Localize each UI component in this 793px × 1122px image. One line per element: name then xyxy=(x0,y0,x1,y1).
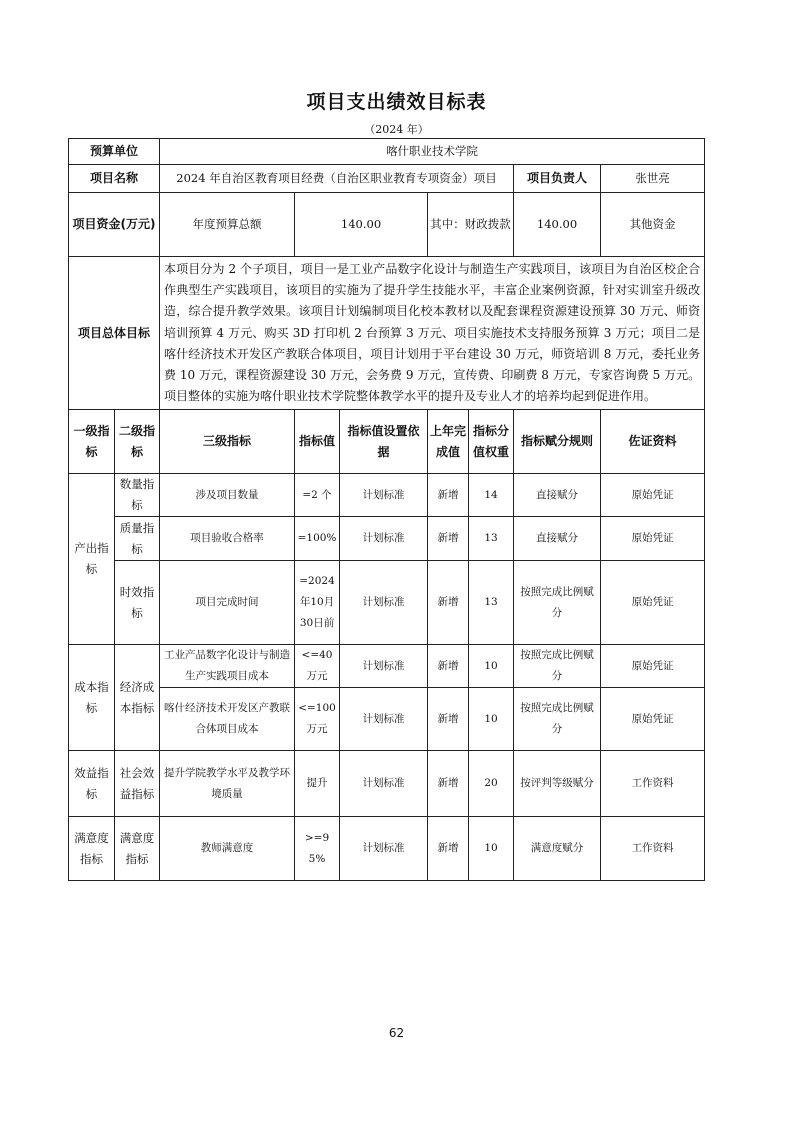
unit-row xyxy=(69,139,705,165)
performance-table xyxy=(68,138,705,881)
header-evidence: 佐证资料 xyxy=(601,410,705,474)
evidence-cell: 工作资料 xyxy=(601,751,705,817)
level2-cell: 经济成本指标 xyxy=(115,645,160,751)
header-weight: 指标分值权重 xyxy=(469,410,514,474)
level3-cell: 项目完成时间 xyxy=(160,561,295,645)
rule-cell: 直接赋分 xyxy=(514,517,601,561)
group-output: 产出指标 xyxy=(69,474,115,645)
rule-cell: 按评判等级赋分 xyxy=(514,751,601,817)
last-year-cell: 新增 xyxy=(428,517,469,561)
basis-cell: 计划标准 xyxy=(340,688,428,751)
level3-cell: 工业产品数字化设计与制造生产实践项目成本 xyxy=(160,645,295,688)
project-name-row xyxy=(69,165,705,193)
project-name-value: 2024 年自治区教育项目经费（自治区职业教育专项资金）项目 xyxy=(160,165,514,193)
last-year-cell: 新增 xyxy=(428,474,469,517)
annual-budget-label: 年度预算总额 xyxy=(160,193,295,257)
table-row xyxy=(69,561,705,645)
goal-label: 项目总体目标 xyxy=(69,257,160,410)
weight-cell: 13 xyxy=(469,517,514,561)
evidence-cell: 原始凭证 xyxy=(601,561,705,645)
evidence-cell: 原始凭证 xyxy=(601,688,705,751)
basis-cell: 计划标准 xyxy=(340,645,428,688)
table-row xyxy=(69,751,705,817)
level3-cell: 喀什经济技术开发区产教联合体项目成本 xyxy=(160,688,295,751)
basis-cell: 计划标准 xyxy=(340,474,428,517)
project-leader-label: 项目负责人 xyxy=(514,165,601,193)
header-value: 指标值 xyxy=(295,410,340,474)
unit-label: 预算单位 xyxy=(69,139,160,165)
header-last-year: 上年完成值 xyxy=(428,410,469,474)
project-name-label: 项目名称 xyxy=(69,165,160,193)
evidence-cell: 原始凭证 xyxy=(601,474,705,517)
weight-cell: 10 xyxy=(469,688,514,751)
value-cell: =2024年10月30日前 xyxy=(295,561,340,645)
unit-value: 喀什职业技术学院 xyxy=(160,139,705,165)
level2-cell: 社会效益指标 xyxy=(115,751,160,817)
level2-cell: 数量指标 xyxy=(115,474,160,517)
value-cell: <=100万元 xyxy=(295,688,340,751)
last-year-cell: 新增 xyxy=(428,645,469,688)
weight-cell: 13 xyxy=(469,561,514,645)
value-cell: 提升 xyxy=(295,751,340,817)
other-funds-label: 其他资金 xyxy=(629,217,676,231)
level3-cell: 提升学院教学水平及教学环境质量 xyxy=(160,751,295,817)
goal-text: 本项目分为 2 个子项目，项目一是工业产品数字化设计与制造生产实践项目，该项目为自治区校企合作典型生产实践项目，该项目的实施为了提升学生技能水平，丰富企业案例资源，针对实训室升级改造，综合提升教学效果。该项目计划编制项目化校本教材以及配套课程资源建设预算 30 万元、师资培训预算 4 万元、购买 3D 打印机 2 台预算 3 万元、项目实施技术支持服务预算 3 万元；项目二是喀什经济技术开发区产教联合体项目，项目计划用于平台建设 30 万元，师资培训 8 万元，委托业务费 10 万元，课程资源建设 30 万元，会务费 9 万元，宣传费、印刷费 8 万元，专家咨询费 5 万元。项目整体的实施为喀什职业技术学院整体教学水平的提升及专业人才的培养均起到促进作用。 xyxy=(160,257,705,410)
basis-cell: 计划标准 xyxy=(340,517,428,561)
header-rule: 指标赋分规则 xyxy=(514,410,601,474)
page-number: 62 xyxy=(388,1026,405,1040)
level2-cell: 满意度指标 xyxy=(115,817,160,881)
table-row xyxy=(69,645,705,688)
weight-cell: 14 xyxy=(469,474,514,517)
group-cost: 成本指标 xyxy=(69,645,115,751)
annual-budget-value: 140.00 xyxy=(295,193,428,257)
goal-row xyxy=(69,257,705,410)
fiscal-allocation-label: 其中：财政拨款 xyxy=(428,193,514,257)
project-leader-value: 张世亮 xyxy=(601,165,705,193)
level2-cell: 时效指标 xyxy=(115,561,160,645)
header-level1: 一级指标 xyxy=(69,410,115,474)
funds-row xyxy=(69,193,705,257)
table-row xyxy=(69,817,705,881)
basis-cell: 计划标准 xyxy=(340,751,428,817)
last-year-cell: 新增 xyxy=(428,751,469,817)
value-cell: =100% xyxy=(295,517,340,561)
table-row xyxy=(69,517,705,561)
header-level2: 二级指标 xyxy=(115,410,160,474)
header-basis: 指标值设置依据 xyxy=(340,410,428,474)
weight-cell: 20 xyxy=(469,751,514,817)
basis-cell: 计划标准 xyxy=(340,561,428,645)
rule-cell: 按照完成比例赋分 xyxy=(514,688,601,751)
year-label: （2024 年） xyxy=(364,123,429,136)
last-year-cell: 新增 xyxy=(428,688,469,751)
value-cell: <=40万元 xyxy=(295,645,340,688)
page-title: 项目支出绩效目标表 xyxy=(306,91,487,113)
table-row xyxy=(69,688,705,751)
rule-cell: 直接赋分 xyxy=(514,474,601,517)
weight-cell: 10 xyxy=(469,645,514,688)
table-row xyxy=(69,474,705,517)
rule-cell: 满意度赋分 xyxy=(514,817,601,881)
value-cell: >=95% xyxy=(295,817,340,881)
header-level3: 三级指标 xyxy=(160,410,295,474)
last-year-cell: 新增 xyxy=(428,817,469,881)
weight-cell: 10 xyxy=(469,817,514,881)
last-year-cell: 新增 xyxy=(428,561,469,645)
evidence-cell: 原始凭证 xyxy=(601,517,705,561)
level2-cell: 质量指标 xyxy=(115,517,160,561)
group-benefit: 效益指标 xyxy=(69,751,115,817)
fiscal-allocation-value: 140.00 xyxy=(514,193,601,257)
level3-cell: 教师满意度 xyxy=(160,817,295,881)
basis-cell: 计划标准 xyxy=(340,817,428,881)
other-funds-cell xyxy=(601,193,705,257)
level3-cell: 项目验收合格率 xyxy=(160,517,295,561)
group-satisfaction: 满意度指标 xyxy=(69,817,115,881)
evidence-cell: 工作资料 xyxy=(601,817,705,881)
rule-cell: 按照完成比例赋分 xyxy=(514,645,601,688)
value-cell: =2 个 xyxy=(295,474,340,517)
evidence-cell: 原始凭证 xyxy=(601,645,705,688)
header-row xyxy=(69,410,705,474)
funds-label: 项目资金(万元) xyxy=(69,193,160,257)
rule-cell: 按照完成比例赋分 xyxy=(514,561,601,645)
level3-cell: 涉及项目数量 xyxy=(160,474,295,517)
